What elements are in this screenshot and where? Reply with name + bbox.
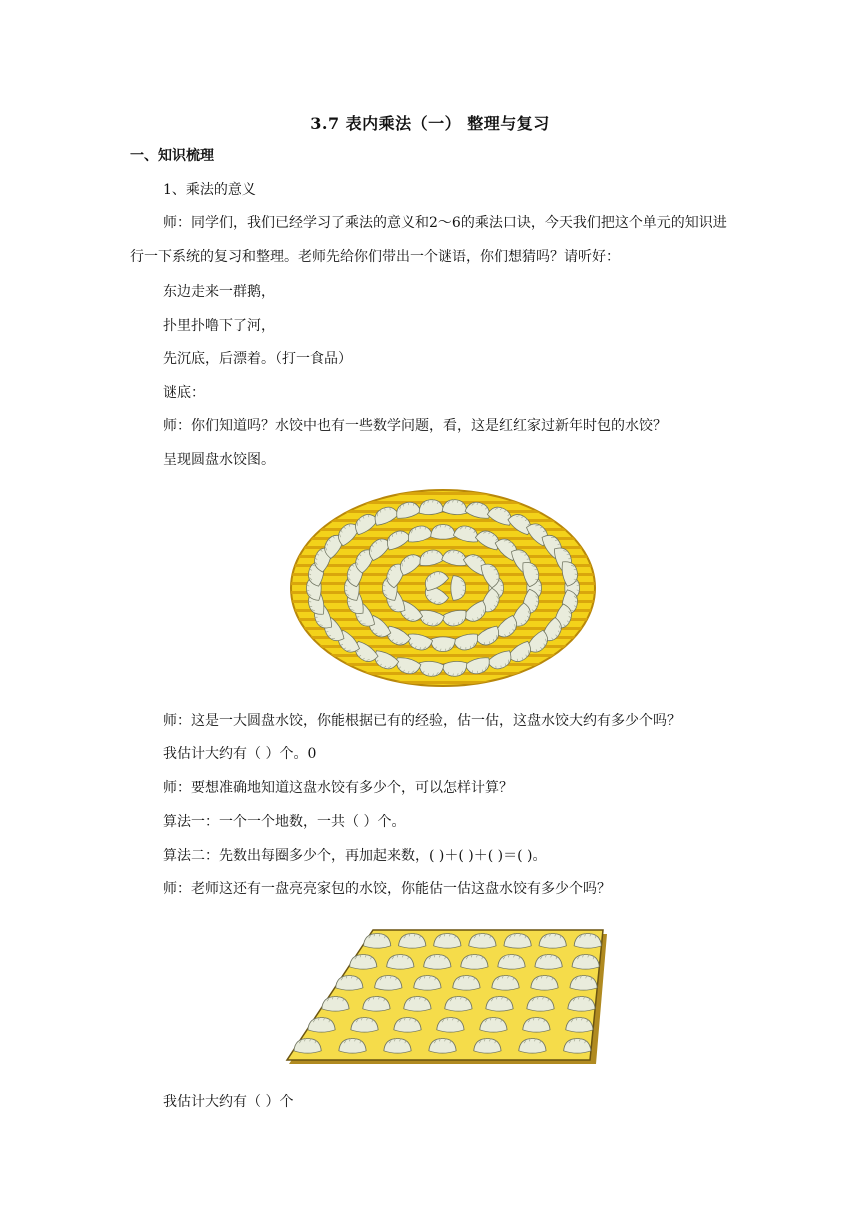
riddle-answer-label: 谜底： [163, 385, 205, 401]
riddle-line-1: 东边走来一群鹅， [163, 284, 275, 300]
method-line-1: 算法一：一个一个地数，一共（ ）个。 [163, 814, 406, 830]
method-line-2: 算法二：先数出每圈多少个，再加起来数，( )＋( )＋( )＝( )。 [163, 848, 547, 864]
plate-stripe [288, 672, 598, 675]
estimate-line-2: 我估计大约有（ ）个 [163, 1094, 294, 1110]
question-line-3: 师：要想准确地知道这盘水饺有多少个，可以怎样计算？ [163, 780, 513, 796]
tray-dumplings-image [285, 928, 611, 1070]
plate-stripe [288, 654, 598, 657]
show-line: 呈现圆盘水饺图。 [163, 452, 275, 468]
plate-stripe [288, 501, 598, 504]
plate-stripe [288, 564, 598, 567]
plate-stripe [288, 681, 598, 684]
intro-paragraph: 师：同学们，我们已经学习了乘法的意义和2～6的乘法口诀，今天我们把这个单元的知识进行一下系统的复习和整理。老师先给你们带出一个谜语，你们想猜吗？请听好： [130, 215, 727, 265]
estimate-line-1: 我估计大约有（ ）个。0 [163, 746, 317, 762]
question-line-2: 师：这是一大圆盘水饺，你能根据已有的经验，估一估，这盘水饺大约有多少个吗？ [163, 713, 681, 729]
round-plate-dumplings-image [288, 486, 598, 690]
item-heading: 1、乘法的意义 [163, 182, 256, 198]
plate-stripe [288, 609, 598, 612]
plate-stripe [288, 492, 598, 495]
page-title: 3.7 表内乘法（一） 整理与复习 [310, 114, 550, 133]
plate-stripe [288, 519, 598, 522]
riddle-line-3: 先沉底，后漂着。（打一食品） [163, 351, 352, 367]
section-heading: 一、知识梳理 [130, 148, 214, 164]
question-line-1: 师：你们知道吗？水饺中也有一些数学问题，看，这是红红家过新年时包的水饺？ [163, 418, 667, 434]
riddle-line-2: 扑里扑噜下了河， [163, 318, 275, 334]
question-line-4: 师：老师这还有一盘亮亮家包的水饺，你能估一估这盘水饺有多少个吗？ [163, 881, 611, 897]
